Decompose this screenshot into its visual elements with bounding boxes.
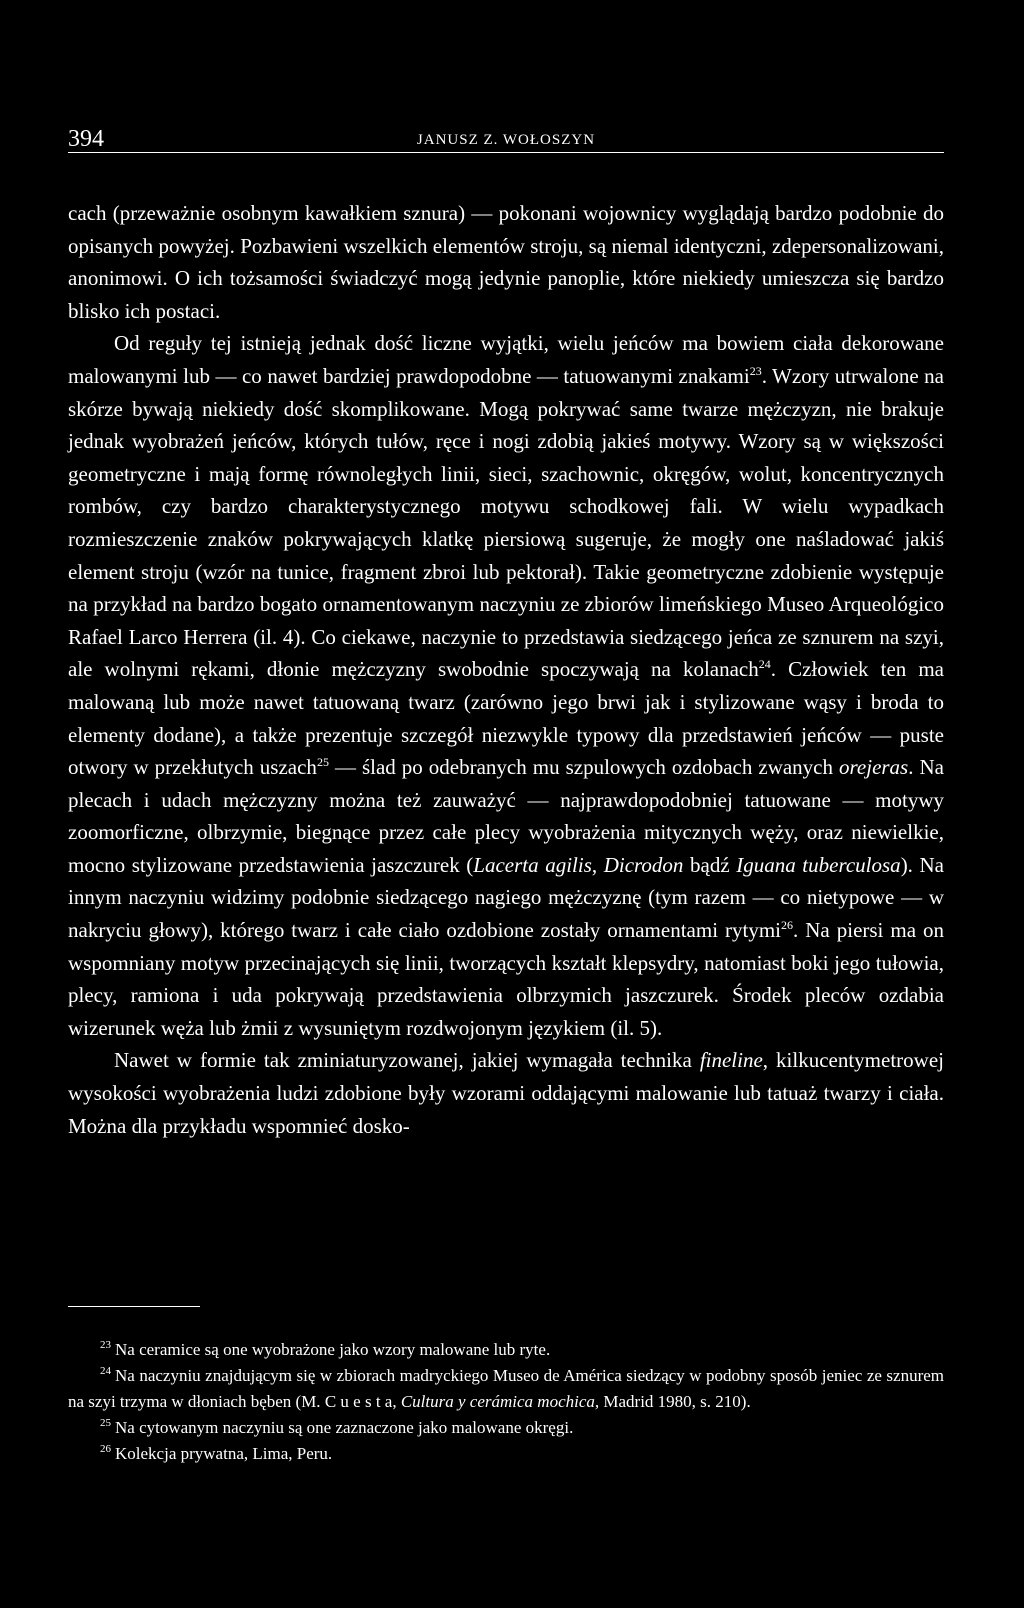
italic-term: orejeras xyxy=(839,755,909,780)
text-run: . Wzory utrwalone na skórze bywają niekiedy dość skomplikowane. Mogą pokrywać same twarze mężczyzn, nie brakuje jednak wyobrażeń jeńców, których tułów, ręce i nogi zdobią jakieś motywy. Wzory są w większości geometryczne i mają formę równoległych linii, sieci, szachownic, okręgów, wolut, koncentrycznych rombów, czy bardzo charakterystycznego motywu schodkowej fali. W wielu wypadkach rozmieszczenie znaków pokrywających klatkę piersiową sugeruje, że mogły one naśladować jakiś element stroju (wzór na tunice, fragment zbroi lub pektorał). Takie geometryczne zdobienie występuje na przykład na bardzo bogato ornamentowanym naczyniu ze zbiorów limeńskiego Museo Arqueológico Rafael Larco Herrera (il. 4). Co ciekawe, naczynie to przedstawia siedzącego jeńca ze sznurem na szyi, ale wolnymi rękami, dłonie mężczyzny swobodnie spoczywają na kolanach xyxy=(68,363,944,682)
italic-term: fineline xyxy=(699,1048,763,1073)
text-run: . Na piersi ma on wspomniany motyw przecinających się linii, tworzących kształt klepsydry, natomiast boki jego tułowia, plecy, ramiona i uda pokrywają przedstawienia olbrzymich jaszczurek. Środek pleców ozdabia wizerunek węża lub żmii z wysuniętym rozdwojonym językiem (il. 5). xyxy=(68,918,945,1040)
text-run: bądź xyxy=(683,852,737,877)
footnote-rule xyxy=(68,1306,200,1307)
italic-species: Lacerta agilis xyxy=(473,852,592,877)
footnote-text: , Madrid 1980, s. 210). xyxy=(594,1392,751,1411)
footnote-ref-25[interactable]: 25 xyxy=(316,755,329,770)
running-head: JANUSZ Z. WOŁOSZYN xyxy=(416,132,596,148)
italic-species: Iguana tuberculosa xyxy=(736,852,901,877)
body-text xyxy=(68,197,944,1142)
paragraph-2 xyxy=(68,327,944,1044)
text-run: , kilkucentymetrowej wysokości wyobrażenia ludzi zdobione były wzorami oddającymi malowanie lub tatuaż twarzy i ciała. Można dla przykładu wspomnieć dosko- xyxy=(68,1048,944,1138)
footnote-number: 25 xyxy=(100,1417,111,1429)
header-rule xyxy=(68,152,944,153)
footnote-ref-26[interactable]: 26 xyxy=(781,918,794,933)
footnote-text: Kolekcja prywatna, Lima, Peru. xyxy=(115,1444,333,1463)
page-header xyxy=(68,124,944,154)
footnote-text: Na cytowanym naczyniu są one zaznaczone jako malowane okręgi. xyxy=(115,1418,574,1437)
footnote-23 xyxy=(68,1337,944,1363)
text-run: . Człowiek ten ma malowaną lub może nawet tatuowaną twarz (zarówno jego brwi jak i stylizowane wąsy i broda to elementy dodane), a także prezentuje szczegół niezwykle typowy dla przedstawień jeńców — puste otwory w przekłutych uszach xyxy=(68,657,944,780)
text-run: Od reguły tej istnieją jednak dość liczne wyjątki, wielu jeńców ma bowiem ciała dekorowane malowanymi lub — co nawet bardziej prawdopodobne — tatuowanymi znakami xyxy=(68,331,944,388)
footnote-24 xyxy=(68,1363,944,1415)
footnote-title: Cultura y cerámica mochica xyxy=(400,1392,595,1411)
footnote-ref-23[interactable]: 23 xyxy=(749,363,762,378)
footnote-number: 26 xyxy=(100,1443,111,1455)
footnote-26 xyxy=(68,1441,944,1467)
footnote-text: Na ceramice są one wyobrażone jako wzory malowane lub ryte. xyxy=(115,1340,551,1359)
footnote-text: , xyxy=(392,1392,401,1411)
footnote-author: C u e s t a xyxy=(324,1392,393,1411)
text-run: ). Na innym naczyniu widzimy podobnie siedzącego nagiego mężczyznę (tym razem — co nietypowe — w nakryciu głowy), którego twarz i całe ciało ozdobione zostały ornamentami rytymi xyxy=(68,852,944,943)
footnote-text: Na naczyniu znajdującym się w zbiorach madryckiego Museo de América siedzący w podobny sposób jeniec ze sznurem na szyi trzyma w dłoniach bęben (M. xyxy=(68,1366,944,1411)
text-run: , xyxy=(591,852,604,877)
page-number: 394 xyxy=(68,126,104,152)
text-run: — ślad po odebranych mu szpulowych ozdobach zwanych xyxy=(328,755,840,780)
text-run: Nawet w formie tak zminiaturyzowanej, jakiej wymagała technika xyxy=(114,1048,700,1073)
text-run: . Na plecach i udach mężczyzny można też zauważyć — najprawdopodobniej tatuowane — motywy zoomorficzne, olbrzymie, biegnące przez całe plecy wyobrażenia mitycznych węży, oraz niewielkie, mocno stylizowane przedstawienia jaszczurek ( xyxy=(68,755,944,877)
footnote-number: 24 xyxy=(100,1365,111,1377)
footnote-number: 23 xyxy=(100,1339,111,1351)
paragraph-1: cach (przeważnie osobnym kawałkiem sznura) — pokonani wojownicy wyglądają bardzo podobnie do opisanych powyżej. Pozbawieni wszelkich elementów stroju, są niemal identyczni, zdepersonalizowani, anonimowi. O ich tożsamości świadczyć mogą jedynie panoplie, które niekiedy umieszcza się bardzo blisko ich postaci. xyxy=(68,201,944,323)
italic-species: Dicrodon xyxy=(603,852,684,877)
footnotes xyxy=(68,1337,944,1467)
footnote-ref-24[interactable]: 24 xyxy=(758,657,771,672)
paragraph-3 xyxy=(68,1044,944,1142)
footnote-25 xyxy=(68,1415,944,1441)
